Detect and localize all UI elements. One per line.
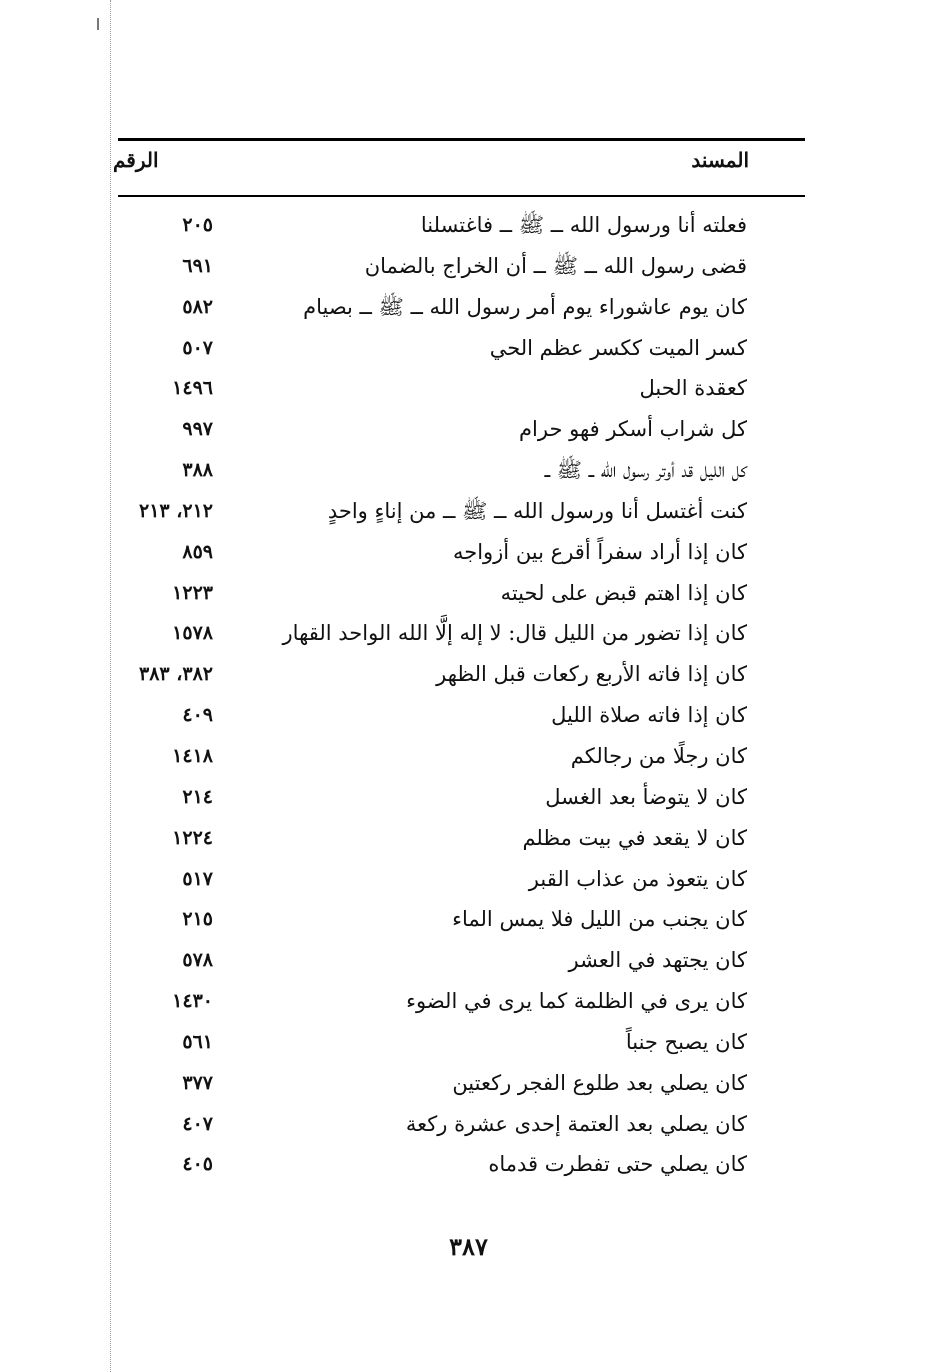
hadith-entry-text: كان يصبح جنباً: [625, 1029, 747, 1054]
column-header-source: المسند: [691, 148, 749, 172]
table-row: [0, 249, 937, 290]
hadith-reference-number: ٩٩٧: [182, 418, 213, 441]
hadith-reference-number: ١٤٩٦: [172, 377, 213, 400]
hadith-entry-text: كان لا يتوضأ بعد الغسل: [545, 784, 747, 809]
hadith-entry-text: كان إذا أراد سفراً أقرع بين أزواجه: [452, 539, 747, 564]
table-row: [0, 780, 937, 821]
table-row: [0, 657, 937, 698]
table-row: [0, 862, 937, 903]
table-row: [0, 494, 937, 535]
hadith-reference-number: ٢١٥: [182, 908, 213, 931]
table-row: [0, 331, 937, 372]
hadith-reference-number: ٦٩١: [182, 254, 213, 277]
table-row: [0, 290, 937, 331]
hadith-reference-number: ٥٦١: [182, 1030, 213, 1053]
hadith-entry-text: كان لا يقعد في بيت مظلم: [522, 825, 747, 850]
table-row: [0, 453, 937, 494]
table-row: [0, 616, 937, 657]
hadith-entry-text: فعلته أنا ورسول الله ــ ﷺ ــ فاغتسلنا: [420, 213, 747, 237]
table-row: [0, 902, 937, 943]
hadith-reference-number: ١٤٣٠: [172, 990, 213, 1013]
hadith-entry-text: كعقدة الحبل: [639, 376, 747, 401]
table-row: [0, 698, 937, 739]
table-row: [0, 1147, 937, 1188]
hadith-entry-text: كان إذا اهتم قبض على لحيته: [500, 580, 747, 605]
hadith-entry-text: كان رجلًا من رجالكم: [570, 743, 747, 768]
hadith-entry-text: كنت أغتسل أنا ورسول الله ــ ﷺ ــ من إناءٍ واحدٍ: [327, 498, 747, 523]
hadith-reference-number: ١٢٢٤: [172, 826, 213, 849]
hadith-entry-text: كان يصلي بعد طلوع الفجر ركعتين: [452, 1070, 747, 1095]
hadith-reference-number: ١٤١٨: [172, 744, 213, 767]
header-top-rule: [118, 138, 805, 141]
hadith-entry-text: قضى رسول الله ــ ﷺ ــ أن الخراج بالضمان: [364, 253, 747, 278]
table-row: [0, 821, 937, 862]
table-row: [0, 1025, 937, 1066]
table-row: [0, 984, 937, 1025]
hadith-entry-text: كل الليل قد أوتر رسول الله ــ ﷺ ــ: [544, 458, 747, 483]
table-row: [0, 576, 937, 617]
column-header-number: الرقم: [113, 148, 159, 172]
table-row: [0, 1066, 937, 1107]
header-bottom-rule: [118, 195, 805, 197]
table-row: [0, 371, 937, 412]
hadith-entry-text: كسر الميت ككسر عظم الحي: [489, 335, 747, 360]
table-row: [0, 208, 937, 249]
hadith-reference-number: ٥٠٧: [182, 336, 213, 359]
hadith-reference-number: ٣٧٧: [182, 1071, 213, 1094]
table-row: [0, 1107, 937, 1148]
table-row: [0, 739, 937, 780]
table-row: [0, 535, 937, 576]
hadith-entry-text: كان إذا فاته صلاة الليل: [551, 703, 747, 728]
hadith-entry-text: كان يرى في الظلمة كما يرى في الضوء: [406, 989, 747, 1014]
hadith-reference-number: ٣٨٢، ٣٨٣: [139, 663, 213, 686]
page-number: ٣٨٧: [449, 1232, 488, 1261]
hadith-reference-number: ٤٠٧: [182, 1112, 213, 1135]
corner-mark: [97, 18, 99, 30]
hadith-entry-text: كان يجتهد في العشر: [568, 948, 747, 973]
hadith-reference-number: ٥٨٢: [182, 295, 213, 318]
table-row: [0, 412, 937, 453]
hadith-entry-text: كان يجنب من الليل فلا يمس الماء: [452, 907, 747, 932]
hadith-entry-text: كان إذا تضور من الليل قال: لا إله إلَّا الله الواحد القهار: [282, 621, 747, 646]
hadith-reference-number: ١٥٧٨: [172, 622, 213, 645]
hadith-reference-number: ٤٠٩: [182, 704, 213, 727]
hadith-reference-number: ٤٠٥: [182, 1153, 213, 1176]
hadith-reference-number: ١٢٢٣: [172, 581, 213, 604]
hadith-entry-text: كان يصلي حتى تفطرت قدماه: [488, 1152, 747, 1177]
hadith-reference-number: ٥٧٨: [182, 949, 213, 972]
hadith-entry-text: كان يصلي بعد العتمة إحدى عشرة ركعة: [405, 1111, 747, 1136]
hadith-reference-number: ٢١٤: [182, 785, 213, 808]
hadith-reference-number: ٢١٢، ٢١٣: [139, 499, 213, 522]
hadith-reference-number: ٨٥٩: [182, 540, 213, 563]
hadith-reference-number: ٢٠٥: [182, 214, 213, 236]
hadith-entry-text: كان يتعوذ من عذاب القبر: [528, 866, 747, 891]
hadith-reference-number: ٣٨٨: [182, 459, 213, 482]
hadith-entry-text: كل شراب أسكر فهو حرام: [519, 417, 747, 442]
hadith-entry-text: كان يوم عاشوراء يوم أمر رسول الله ــ ﷺ ــ بصيام: [303, 294, 747, 319]
index-table: [0, 208, 937, 1188]
hadith-entry-text: كان إذا فاته الأربع ركعات قبل الظهر: [436, 662, 747, 687]
table-row: [0, 943, 937, 984]
hadith-reference-number: ٥١٧: [182, 867, 213, 890]
